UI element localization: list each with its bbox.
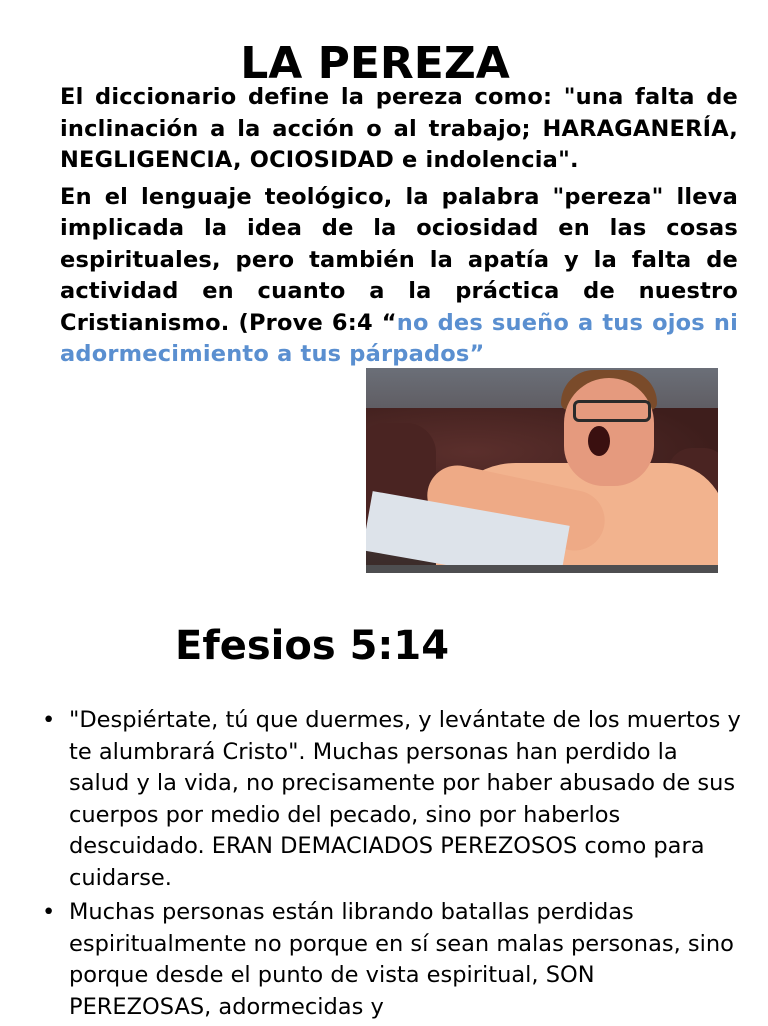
intro-paragraph-2: [60, 182, 738, 371]
glasses: [573, 400, 651, 422]
intro-paragraph-1: El diccionario define la pereza como: "una falta de inclinación a la acción o al trabajo; HARAGANERÍA, NEGLIGENCIA, OCIOSIDAD e indolencia".: [60, 84, 738, 173]
bible-quote: no des sueño a tus ojos ni adormecimiento a tus párpados”: [60, 309, 738, 367]
yawning-mouth: [588, 426, 610, 456]
page-title: LA PEREZA: [240, 38, 510, 89]
list-item: [42, 897, 742, 1023]
intro-paragraph-2-text: En el lenguaje teológico, la palabra "pereza" lleva implicada la idea de la ociosidad en las cosas espirituales, pero también la apatía y la falta de actividad en cuanto a la práctica de nuestro Cristianismo. (Prove 6:4 “: [60, 183, 738, 336]
list-item-text: "Despiértate, tú que duermes, y levántate de los muertos y te alumbrará Cristo". Muchas personas han perdido la salud y la vida, no precisamente por haber abusado de sus cuerpos por medio del pecado, sino por haberlos descuidado. ERAN DEMACIADOS PEREZOSOS como para cuidarse.: [69, 707, 741, 891]
bullet-icon: •: [42, 707, 56, 733]
list-item-text: Muchas personas están librando batallas perdidas espiritualmente no porque en sí sean malas personas, sino porque desde el punto de vista espiritual, SON PEREZOSAS, adormecidas y: [69, 899, 734, 1020]
intro-text: [60, 82, 738, 376]
caption-bar: [366, 565, 718, 573]
head: [564, 378, 654, 486]
bullet-list: [42, 705, 742, 1026]
bullet-icon: •: [42, 899, 56, 925]
section-heading: Efesios 5:14: [175, 623, 450, 669]
list-item: [42, 705, 742, 894]
yawning-man-photo: [366, 368, 718, 573]
